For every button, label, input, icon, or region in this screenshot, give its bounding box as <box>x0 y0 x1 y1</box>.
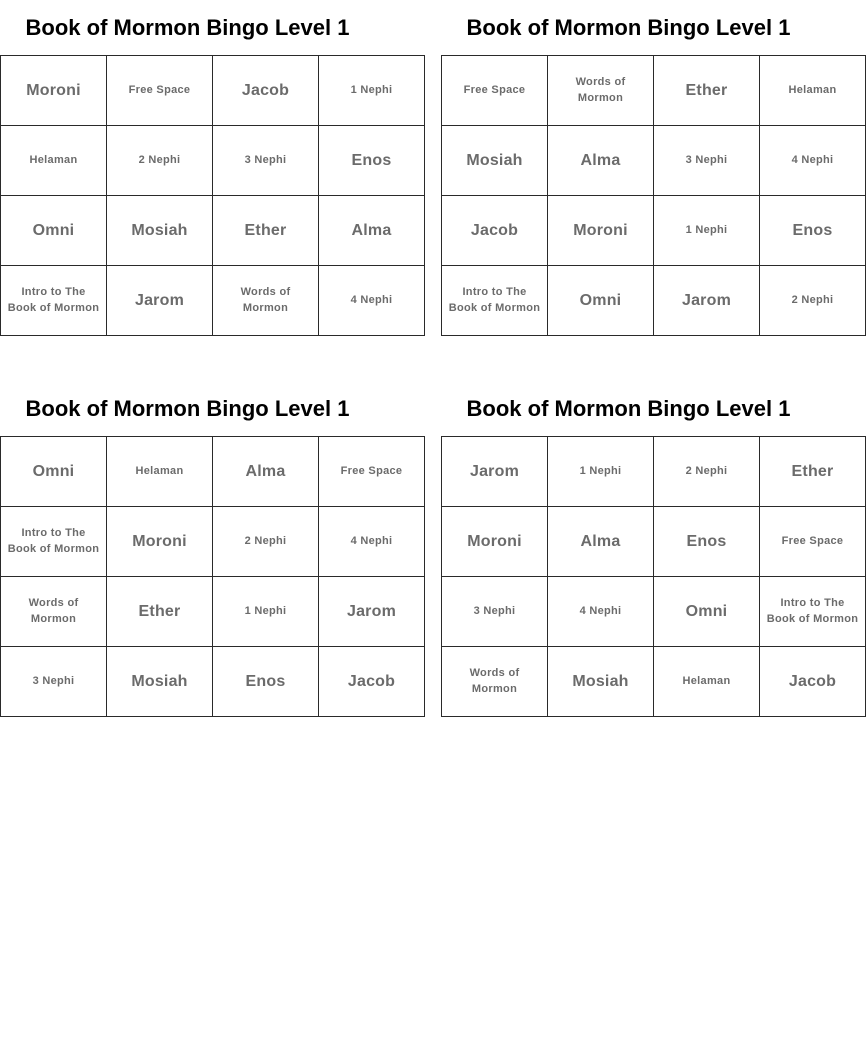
grid-cell: 3 Nephi <box>654 126 760 196</box>
grid-cell: Moroni <box>1 56 107 126</box>
grid-cell: Moroni <box>548 196 654 266</box>
bingo-grid <box>0 436 425 717</box>
grid-row <box>442 507 866 577</box>
grid-cell: Intro to The Book of Mormon <box>442 266 548 336</box>
grid-cell: Free Space <box>442 56 548 126</box>
grid-row <box>1 126 425 196</box>
grid-cell: 2 Nephi <box>760 266 866 336</box>
grid-cell: 3 Nephi <box>213 126 319 196</box>
grid-cell: Enos <box>760 196 866 266</box>
grid-cell: 4 Nephi <box>319 266 425 336</box>
grid-cell: Free Space <box>107 56 213 126</box>
grid-cell: Helaman <box>760 56 866 126</box>
grid-cell: Helaman <box>107 437 213 507</box>
grid-cell: Words of Mormon <box>1 577 107 647</box>
card-title: Book of Mormon Bingo Level 1 <box>466 15 791 40</box>
grid-cell: Jarom <box>442 437 548 507</box>
grid-row <box>442 126 866 196</box>
grid-cell: Jarom <box>319 577 425 647</box>
grid-cell: Omni <box>1 196 107 266</box>
grid-row <box>1 437 425 507</box>
grid-row <box>442 56 866 126</box>
grid-cell: 4 Nephi <box>548 577 654 647</box>
grid-cell: 1 Nephi <box>319 56 425 126</box>
grid-cell: Omni <box>548 266 654 336</box>
grid-row <box>442 647 866 717</box>
grid-cell: Moroni <box>107 507 213 577</box>
grid-cell: Jarom <box>654 266 760 336</box>
grid-cell: Helaman <box>1 126 107 196</box>
grid-cell: Free Space <box>760 507 866 577</box>
grid-cell: Jarom <box>107 266 213 336</box>
grid-row <box>1 196 425 266</box>
grid-cell: Alma <box>548 126 654 196</box>
grid-row <box>442 196 866 266</box>
grid-cell: Mosiah <box>442 126 548 196</box>
grid-row <box>1 507 425 577</box>
card-title: Book of Mormon Bingo Level 1 <box>25 15 350 40</box>
grid-cell: Ether <box>654 56 760 126</box>
bingo-grid <box>0 55 425 336</box>
grid-cell: 2 Nephi <box>107 126 213 196</box>
grid-cell: 1 Nephi <box>213 577 319 647</box>
grid-cell: Jacob <box>319 647 425 717</box>
card-title: Book of Mormon Bingo Level 1 <box>25 396 350 421</box>
grid-cell: Intro to The Book of Mormon <box>1 266 107 336</box>
grid-cell: Alma <box>548 507 654 577</box>
grid-cell: Alma <box>213 437 319 507</box>
grid-cell: Jacob <box>760 647 866 717</box>
grid-cell: Ether <box>760 437 866 507</box>
grid-cell: 2 Nephi <box>213 507 319 577</box>
bingo-grid <box>441 55 866 336</box>
grid-cell: Omni <box>1 437 107 507</box>
grid-cell: Words of Mormon <box>213 266 319 336</box>
grid-cell: 4 Nephi <box>319 507 425 577</box>
grid-cell: 1 Nephi <box>548 437 654 507</box>
grid-cell: Jacob <box>442 196 548 266</box>
grid-cell: Mosiah <box>548 647 654 717</box>
grid-cell: Jacob <box>213 56 319 126</box>
grid-cell: Words of Mormon <box>442 647 548 717</box>
grid-cell: Words of Mormon <box>548 56 654 126</box>
grid-row <box>1 647 425 717</box>
grid-row <box>442 266 866 336</box>
grid-cell: Mosiah <box>107 647 213 717</box>
grid-cell: Intro to The Book of Mormon <box>1 507 107 577</box>
grid-cell: 4 Nephi <box>760 126 866 196</box>
bingo-grid <box>441 436 866 717</box>
grid-cell: 3 Nephi <box>442 577 548 647</box>
grid-cell: 1 Nephi <box>654 196 760 266</box>
grid-cell: 3 Nephi <box>1 647 107 717</box>
grid-row <box>1 56 425 126</box>
grid-cell: Helaman <box>654 647 760 717</box>
grid-row <box>442 577 866 647</box>
grid-cell: Enos <box>319 126 425 196</box>
grid-cell: Intro to The Book of Mormon <box>760 577 866 647</box>
grid-cell: Enos <box>213 647 319 717</box>
grid-cell: Free Space <box>319 437 425 507</box>
grid-row <box>1 577 425 647</box>
grid-row <box>442 437 866 507</box>
grid-cell: Moroni <box>442 507 548 577</box>
grid-row <box>1 266 425 336</box>
grid-cell: Ether <box>107 577 213 647</box>
grid-cell: Enos <box>654 507 760 577</box>
grid-cell: Ether <box>213 196 319 266</box>
card-title: Book of Mormon Bingo Level 1 <box>466 396 791 421</box>
grid-cell: 2 Nephi <box>654 437 760 507</box>
grid-cell: Mosiah <box>107 196 213 266</box>
grid-cell: Omni <box>654 577 760 647</box>
grid-cell: Alma <box>319 196 425 266</box>
